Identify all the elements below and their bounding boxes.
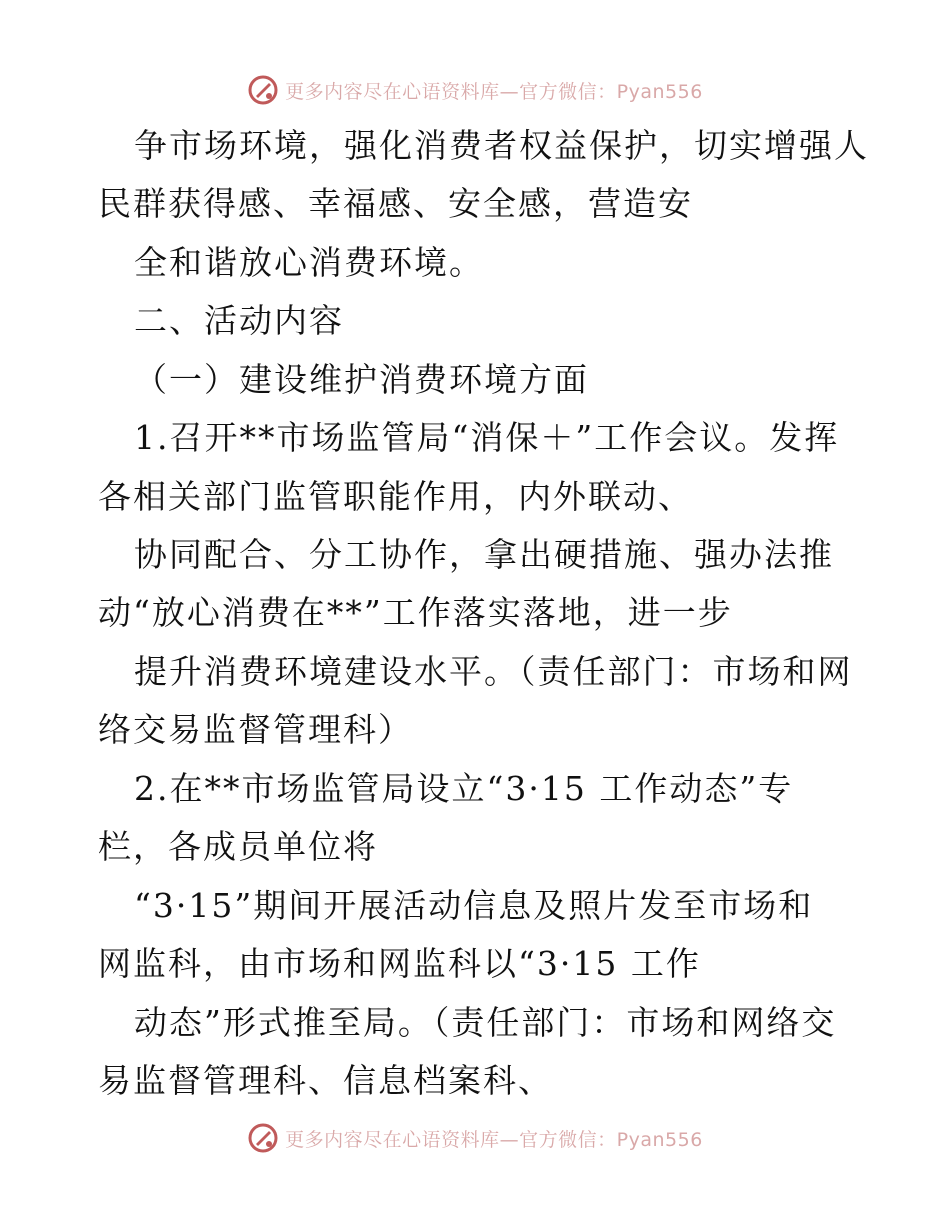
subsection-heading: （一）建设维护消费环境方面 <box>134 360 589 399</box>
text-line: 1.召开**市场监管局“消保＋”工作会议。发挥 <box>134 418 840 457</box>
text-line: 提升消费环境建设水平。（责任部门：市场和网 <box>134 652 853 691</box>
logo-icon <box>247 74 279 106</box>
text-line: 栏，各成员单位将 <box>98 827 378 866</box>
text-line: 易监督管理科、信息档案科、 <box>98 1061 553 1100</box>
text-line: 动态”形式推至局。（责任部门：市场和网络交 <box>134 1003 837 1042</box>
watermark-header <box>0 70 950 110</box>
watermark-text: 更多内容尽在心语资料库—官方微信：Pyan556 <box>285 80 703 103</box>
text-line: 争市场环境，强化消费者权益保护，切实增强人 <box>134 126 869 165</box>
text-line: 全和谐放心消费环境。 <box>134 243 484 282</box>
logo-icon <box>247 1122 279 1154</box>
text-line: 2.在**市场监管局设立“3·15 工作动态”专 <box>134 769 794 808</box>
text-line: 各相关部门监管职能作用，内外联动、 <box>98 477 693 516</box>
section-heading: 二、活动内容 <box>134 301 344 340</box>
text-line: 民群获得感、幸福感、安全感，营造安 <box>98 184 693 223</box>
text-line: 络交易监督管理科） <box>98 710 413 749</box>
text-line: “3·15”期间开展活动信息及照片发至市场和 <box>134 886 814 925</box>
watermark-text: 更多内容尽在心语资料库—官方微信：Pyan556 <box>285 1128 703 1151</box>
text-line: 网监科，由市场和网监科以“3·15 工作 <box>98 944 701 983</box>
text-line: 动“放心消费在**”工作落实落地，进一步 <box>98 593 733 632</box>
text-line: 协同配合、分工协作，拿出硬措施、强办法推 <box>134 535 834 574</box>
watermark-footer <box>0 1118 950 1158</box>
